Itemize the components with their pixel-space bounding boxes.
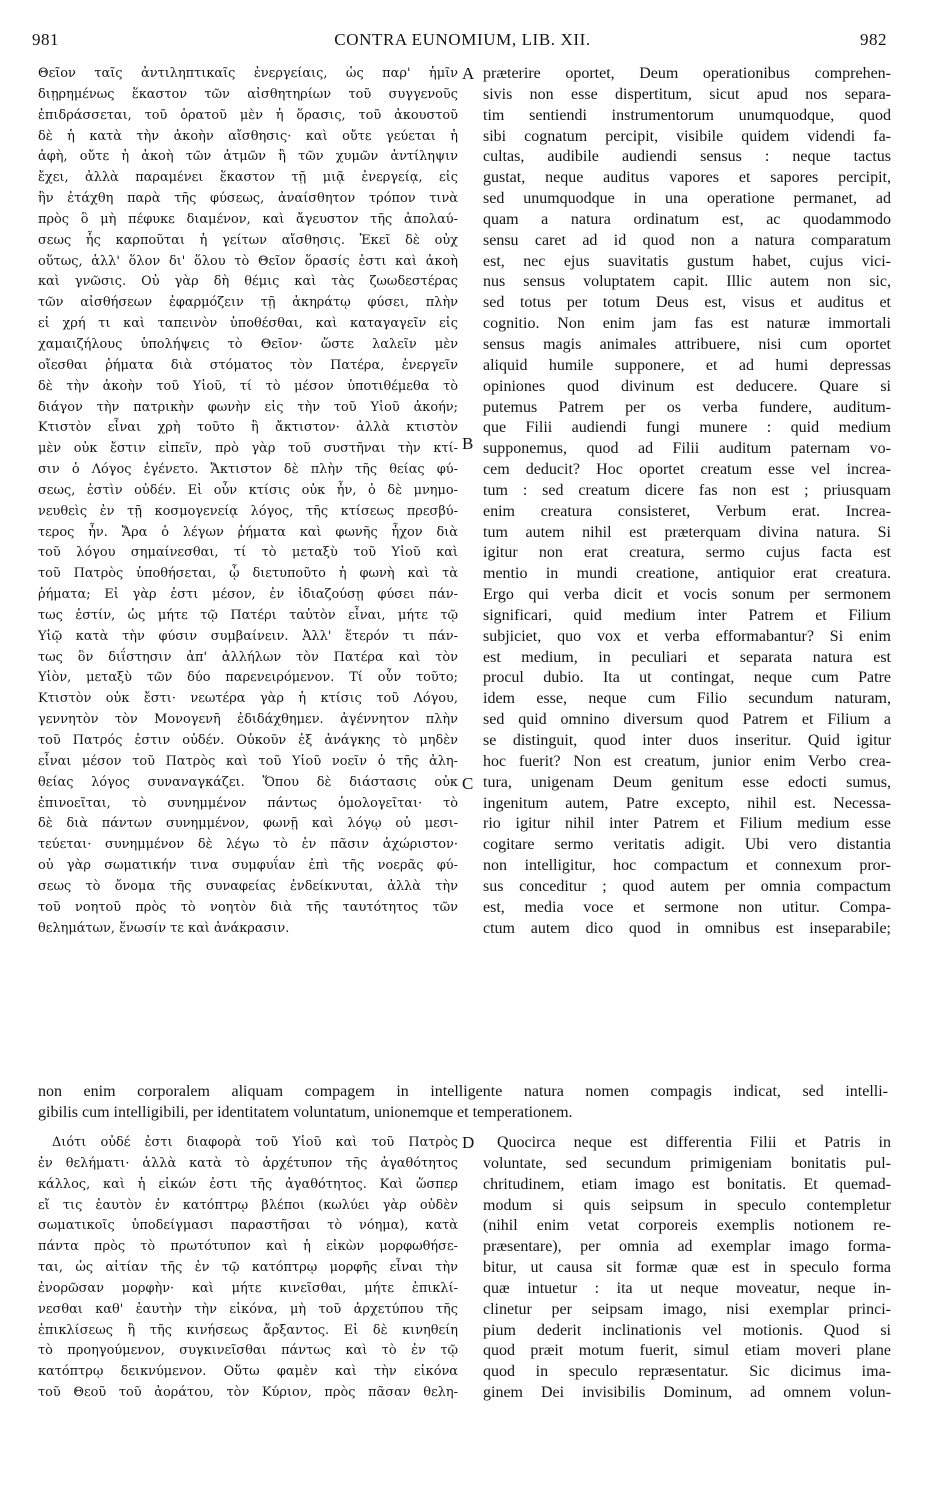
running-title: CONTRA EUNOMIUM, LIB. XII. bbox=[334, 30, 591, 49]
greek-text-line: εἰ χρή τι καὶ ταπεινὸν ὑποθέσθαι, καὶ καταγαγεῖν εἰς bbox=[38, 316, 458, 332]
greek-text-line: δὲ ἡ κατὰ τὴν ἀκοὴν αἴσθησις· καὶ οὔτε γεύεται ἡ bbox=[38, 128, 458, 144]
greek-text-line: Θεῖον ταῖς ἀντιληπτικαῖς ἐνεργείαις, ὡς παρ' ἡμῖν bbox=[38, 66, 458, 81]
greek-text-line: ἣν ἐτάχθη παρὰ τῆς φύσεως, ἀναίσθητον τρόπον τινὰ bbox=[38, 191, 458, 207]
latin-text-line: non enim corporalem aliquam compagem in intelligente natura nomen compagis indicat, sed intelli- bbox=[38, 1083, 888, 1100]
latin-text-line: sus conceditur ; quod autem per omnia compactum bbox=[483, 877, 891, 895]
latin-text-line: rio igitur nihil inter Patrem et Filium medium esse bbox=[483, 815, 891, 833]
latin-text-line: sed quid omnino diversum quod Patrem et Filium a bbox=[483, 711, 891, 729]
greek-text-line: τερος ἦν. Ἄρα ὁ λέγων ῥήματα καὶ φωνῆς ἦχον διὰ bbox=[38, 524, 458, 540]
latin-text-line: quod præit motum fuerit, simul etiam moveri plane bbox=[483, 1342, 891, 1360]
greek-text-line: σεως τὸ ὄνομα τῆς συναφείας ἐνδείκνυται, ἀλλὰ τὴν bbox=[38, 878, 458, 894]
greek-text-line: κατόπτρῳ δεικνύμενον. Οὕτω φαμὲν καὶ τὴν εἰκόνα bbox=[38, 1364, 458, 1380]
greek-text-line: ῥήματα; Εἰ γὰρ ἐστι μέσον, ἐν ἰδιαζούσῃ φύσει πάν- bbox=[38, 587, 458, 603]
latin-text-line: Quocirca neque est differentia Filii et Patris in bbox=[497, 1134, 891, 1151]
greek-text-line: χαμαιζήλους ὑπολήψεις τὸ Θεῖον· ὥστε λαλεῖν μὲν bbox=[38, 336, 458, 352]
greek-text-line: Υἱῷ κατὰ τὴν φύσιν συμβαίνειν. Ἀλλ' ἕτερόν τι πάν- bbox=[38, 628, 458, 644]
full-width-latin-lines bbox=[38, 1082, 888, 1124]
latin-text-line: sivis non esse dispertitum, sicut apud nos separa- bbox=[483, 85, 891, 103]
latin-text-line: gibilis cum intelligibili, per identitatem voluntatum, unionemque et temperationem. bbox=[38, 1103, 573, 1121]
greek-text-line: οὐ γὰρ σωματικήν τινα συμφυΐαν ἐπὶ τῆς νοερᾶς φύ- bbox=[38, 858, 458, 874]
greek-text-line: τεύεται· συνημμένον δὲ λέγω τὸ ἐν πᾶσιν ἀχώριστον· bbox=[38, 837, 458, 853]
latin-text-line: enim creatura consisteret, Verbum erat. Increa- bbox=[483, 502, 891, 520]
latin-text-line: tura, unigenam Deum genitum esse edocti sumus, bbox=[483, 773, 891, 791]
latin-text-line: sensus magis animales attribuere, nisi cum oportet bbox=[483, 335, 891, 353]
right-page-number: 982 bbox=[860, 30, 887, 49]
latin-text-line: est, media voce et sermone non utitur. Compa- bbox=[483, 898, 891, 916]
left-page-number: 981 bbox=[32, 30, 59, 49]
greek-text-line: Κτιστὸν οὐκ ἔστι· νεωτέρα γὰρ ἡ κτίσις τοῦ Λόγου, bbox=[38, 691, 458, 707]
latin-text-line: significari, quid medium inter Patrem et Filium bbox=[483, 606, 891, 624]
latin-text-line: idem esse, neque cum Filio secundum naturam, bbox=[483, 690, 891, 708]
greek-text-line: Διότι οὐδέ ἐστι διαφορὰ τοῦ Υἱοῦ καὶ τοῦ Πατρὸς bbox=[52, 1135, 458, 1150]
latin-text-line: est, nec ejus suavitatis gustum habet, cujus vici- bbox=[483, 252, 891, 270]
latin-text-line: tum autem nihil est præterquam divina natura. Si bbox=[483, 523, 891, 541]
greek-text-line: σεως ἧς καρποῦται ἡ γείτων αἴσθησις. Ἐκεῖ δὲ οὐχ bbox=[38, 232, 458, 248]
latin-text-line: ginem Dei invisibilis Dominum, ad omnem volun- bbox=[483, 1384, 891, 1402]
greek-text-line: τως ἐστίν, ὡς μήτε τῷ Πατέρι ταὐτὸν εἶναι, μήτε τῷ bbox=[38, 607, 458, 623]
latin-text-line: sed totus per totum Deus est, visus et auditus et bbox=[483, 294, 891, 312]
latin-text-line: sibi cognatum percipit, visibile quidem videndi fa- bbox=[483, 127, 891, 145]
latin-text-line: cultas, audibile audiendi sensus : neque tactus bbox=[483, 148, 891, 166]
latin-text-line: modum si quis seipsum in speculo contempletur bbox=[483, 1196, 891, 1214]
margin-marker-d: D bbox=[462, 1133, 475, 1152]
greek-text-line: σεως, ἐστὶν οὐδέν. Εἰ οὖν κτίσις οὐκ ἦν, ὁ δὲ μνημο- bbox=[38, 482, 458, 498]
greek-text-line: ἔχει, ἀλλὰ παραμένει ἕκαστον τῇ μιᾷ ἐνεργείᾳ, εἰς bbox=[38, 170, 458, 186]
latin-text-line: aliquid humile supponere, et ad humi depressas bbox=[483, 356, 891, 374]
latin-text-line: tim sentiendi instrumentorum unumquodque, quod bbox=[483, 106, 891, 124]
greek-text-line: ἐπιδράσσεται, τοῦ ὁρατοῦ μὲν ἡ ὅρασις, τοῦ ἀκουστοῦ bbox=[38, 107, 458, 123]
margin-marker-a: A bbox=[462, 64, 475, 83]
greek-text-line: ἐν θελήματι· ἀλλὰ κατὰ τὸ ἀρχέτυπον τῆς ἀγαθότητος bbox=[38, 1155, 458, 1171]
latin-text-line: quæ intuetur : ita ut neque moveatur, neque in- bbox=[483, 1279, 891, 1297]
greek-text-line: δὲ τὴν ἀκοὴν τοῦ Υἱοῦ, τί τὸ μέσον ὑποτιθέμεθα τὸ bbox=[38, 378, 458, 394]
latin-column-top bbox=[483, 64, 891, 939]
latin-text-line: pium dederit inclinationis vel motionis. Quod si bbox=[483, 1321, 891, 1339]
latin-text-line: tum : sed creatum dicere fas non est ; priusquam bbox=[483, 481, 891, 499]
greek-text-line: ἐπινοεῖται, τὸ συνημμένον πάντως ὁμολογεῖται· τὸ bbox=[38, 795, 458, 811]
greek-text-line: γεννητὸν τὸν Μονογενῆ ἐδιδάχθημεν. ἀγέννητον πλὴν bbox=[38, 712, 458, 728]
greek-text-line: πρὸς ὃ μὴ πέφυκε διαμένον, καὶ ἄγευστον τῆς ἀπολαύ- bbox=[38, 211, 458, 227]
greek-text-line: τὸ προηγούμενον, συγκινεῖσθαι πάντως καὶ τὸ ἐν τῷ bbox=[38, 1343, 458, 1359]
latin-column-bottom bbox=[483, 1133, 891, 1404]
latin-text-line: igitur non erat creatura, sermo cujus facta est bbox=[483, 544, 891, 562]
greek-text-line: τῶν αἰσθήσεων ἐφαρμόζειν τῇ ἀκηράτῳ φύσει, πλὴν bbox=[38, 295, 458, 311]
greek-text-line: τοῦ Πατρὸς ὑποθήσεται, ᾧ διετυποῦτο ἡ φωνὴ καὶ τὰ bbox=[38, 566, 458, 582]
latin-text-line: quod in speculo repræsentatur. Sic dicimus ima- bbox=[483, 1363, 891, 1381]
latin-text-line: hoc fuerit? Non est creatum, junior enim Verbo crea- bbox=[483, 752, 891, 770]
greek-text-line: τοῦ Πατρός ἐστιν οὐδέν. Οὐκοῦν ἐξ ἀνάγκης τὸ μηδὲν bbox=[38, 733, 458, 748]
latin-text-line: mentio in mundi creatione, antiquior erat creatura. bbox=[483, 565, 891, 583]
greek-text-line: καὶ γνῶσις. Οὐ γὰρ δὴ θέμις καὶ τὰς ζωωδεστέρας bbox=[38, 274, 458, 290]
latin-text-line: præterire oportet, Deum operationibus comprehen- bbox=[483, 65, 891, 82]
latin-text-line: subjiciet, quo vox et verba efformabantur? Si enim bbox=[483, 627, 891, 645]
greek-text-line: θελημάτων, ἕνωσίν τε καὶ ἀνάκρασιν. bbox=[38, 920, 290, 936]
greek-text-line: σωματικοῖς ὑποδείγμασι παραστῆσαι τὸ νόημα), κατὰ bbox=[38, 1218, 458, 1234]
greek-column-bottom bbox=[38, 1133, 458, 1404]
latin-text-line: quam a natura ordinatum est, ac quodammodo bbox=[483, 210, 891, 228]
greek-text-line: τοῦ λόγου σημαίνεσθαι, τί τὸ μεταξὺ τοῦ Υἱοῦ καὶ bbox=[38, 545, 458, 561]
greek-text-line: κάλλος, καὶ ἡ εἰκών ἐστι τῆς ἀγαθότητος. Καὶ ὥσπερ bbox=[38, 1176, 458, 1192]
latin-text-line: putemus Patrem per os verba fundere, auditum- bbox=[483, 398, 891, 416]
greek-text-line: διάγον τὴν πατρικὴν φωνὴν εἰς τὴν τοῦ Υἱοῦ ἀκοήν; bbox=[38, 399, 458, 415]
greek-text-line: τοῦ νοητοῦ πρὸς τὸ νοητὸν διὰ τῆς ταυτότητος τῶν bbox=[38, 899, 458, 915]
greek-text-line: νευθεὶς ἐν τῇ κοσμογενείᾳ λόγος, τῆς κτίσεως πρεσβύ- bbox=[38, 503, 458, 519]
latin-text-line: ctum autem dico quod in omnibus est inseparabile; bbox=[483, 919, 891, 937]
greek-text-line: τοῦ Θεοῦ τοῦ ἀοράτου, τὸν Κύριον, πρὸς πᾶσαν θελη- bbox=[38, 1385, 458, 1401]
greek-text-line: εἴ τις ἑαυτὸν ἐν κατόπτρῳ βλέποι (κωλύει γὰρ οὐδὲν bbox=[38, 1197, 458, 1213]
greek-text-line: θείας λόγος συναναγκάζει. Ὅπου δὲ διάστασις οὐκ bbox=[38, 774, 458, 790]
greek-text-line: νεσθαι καθ' ἑαυτὴν τὴν εἰκόνα, μὴ τοῦ ἀρχετύπου τῆς bbox=[38, 1301, 458, 1317]
greek-text-line: πάντα πρὸς τὸ πρωτότυπον καὶ ἡ εἰκὼν μορφωθήσε- bbox=[38, 1239, 458, 1255]
latin-text-line: cogitare sermo veritatis adigit. Ubi vero distantia bbox=[483, 836, 891, 854]
greek-text-line: ται, ὡς αἰτίαν τῆς ἐν τῷ κατόπτρῳ μορφῆς εἶναι τὴν bbox=[38, 1260, 458, 1276]
latin-text-line: bitur, ut causa sit formæ quæ est in speculo forma bbox=[483, 1259, 891, 1277]
latin-text-line: supponemus, quod ad Filii auditum paternam vo- bbox=[483, 440, 891, 458]
greek-text-line: σιν ὁ Λόγος ἐγένετο. Ἄκτιστον δὲ πλὴν τῆς θείας φύ- bbox=[38, 462, 458, 478]
greek-column-top bbox=[38, 64, 458, 939]
running-header bbox=[0, 30, 925, 60]
greek-text-line: οὕτως, ἀλλ' ὅλον δι' ὅλου τὸ Θεῖον ὅρασίς ἐστι καὶ ἀκοὴ bbox=[38, 253, 458, 269]
latin-text-line: sensu caret ad id quod non a natura comparatum bbox=[483, 231, 891, 249]
greek-text-line: τως ὃν διΐστησιν ἀπ' ἀλλήλων τὸν Πατέρα καὶ τὸν bbox=[38, 649, 458, 665]
margin-marker-b: B bbox=[462, 434, 474, 453]
latin-text-line: cognitio. Non enim jam fas est naturæ immortali bbox=[483, 315, 891, 333]
latin-text-line: chritudinem, etiam imago est bonitatis. Et quemad- bbox=[483, 1175, 891, 1193]
greek-text-line: δὲ διὰ πάντων συνημμένον, φωνῇ καὶ λόγῳ οὐ μεσι- bbox=[38, 816, 458, 832]
latin-text-line: que Filii audiendi fungi munere : quid medium bbox=[483, 419, 891, 437]
latin-text-line: se distinguit, quod inter duos inseritur. Quid igitur bbox=[483, 732, 891, 749]
latin-text-line: clinetur per seipsam imago, nisi exemplar princi- bbox=[483, 1300, 891, 1318]
greek-text-line: εἶναι μέσον τοῦ Πατρὸς καὶ τοῦ Υἱοῦ νοεῖν ὁ τῆς ἀλη- bbox=[38, 753, 458, 769]
latin-text-line: sed unumquodque in una operatione permanet, ad bbox=[483, 190, 891, 208]
latin-text-line: voluntate, sed secundum primigeniam bonitatis pul- bbox=[483, 1154, 891, 1172]
latin-text-line: procul dubio. Ita ut contingat, neque cum Patre bbox=[483, 669, 891, 687]
greek-text-line: διῃρημένως ἕκαστον τῶν αἰσθητηρίων τοῦ συγγενοῦς bbox=[38, 86, 458, 102]
greek-text-line: οἴεσθαι ῥήματα διὰ στόματος τὸν Πατέρα, ἐνεργεῖν bbox=[38, 357, 458, 373]
latin-text-line: ingenitum autem, Patre excepto, nihil est. Necessa- bbox=[483, 794, 891, 812]
latin-text-line: est medium, in peculiari et separata natura est bbox=[483, 648, 891, 666]
greek-text-line: μὲν οὐκ ἔστιν εἰπεῖν, πρὸ γὰρ τοῦ συστῆναι τὴν κτί- bbox=[38, 441, 458, 457]
latin-text-line: non intelligitur, hoc compactum et connexum pror- bbox=[483, 857, 891, 875]
greek-text-line: Υἱὸν, μεταξὺ τῶν δύο παρενειρόμενον. Τί οὖν τοῦτο; bbox=[38, 670, 458, 686]
latin-text-line: gustat, neque auditus vapores et sapores percipit, bbox=[483, 169, 891, 187]
latin-text-line: opiniones quod divinum est deducere. Quare si bbox=[483, 377, 891, 395]
latin-text-line: Ergo qui verba dicit et vocis sonum per sermonem bbox=[483, 586, 891, 604]
latin-text-line: nus sensus voluptatem capit. Illic autem non sic, bbox=[483, 273, 891, 291]
latin-text-line: præsentare), per omnia ad exemplar imago forma- bbox=[483, 1238, 891, 1256]
greek-text-line: Κτιστὸν εἶναι χρὴ τοῦτο ἢ ἄκτιστον· ἀλλὰ κτιστὸν bbox=[38, 420, 458, 436]
latin-text-line: cem deducit? Hoc oportet creatum esse vel increa- bbox=[483, 461, 891, 479]
greek-text-line: ἐπικλίσεως ἢ τῆς κινήσεως ἄρξαντος. Εἰ δὲ κινηθείη bbox=[38, 1322, 458, 1338]
latin-text-line: (nihil enim vetat corporeis exemplis notionem re- bbox=[483, 1217, 891, 1235]
margin-marker-c: C bbox=[462, 774, 474, 793]
greek-text-line: ἀφὴ, οὔτε ἡ ἀκοὴ τῶν ἀτμῶν ἢ τῶν χυμῶν ἀντίληψιν bbox=[38, 149, 458, 165]
greek-text-line: ἐνορῶσαν μορφὴν· καὶ μήτε κινεῖσθαι, μήτε ἐπικλί- bbox=[38, 1280, 458, 1296]
